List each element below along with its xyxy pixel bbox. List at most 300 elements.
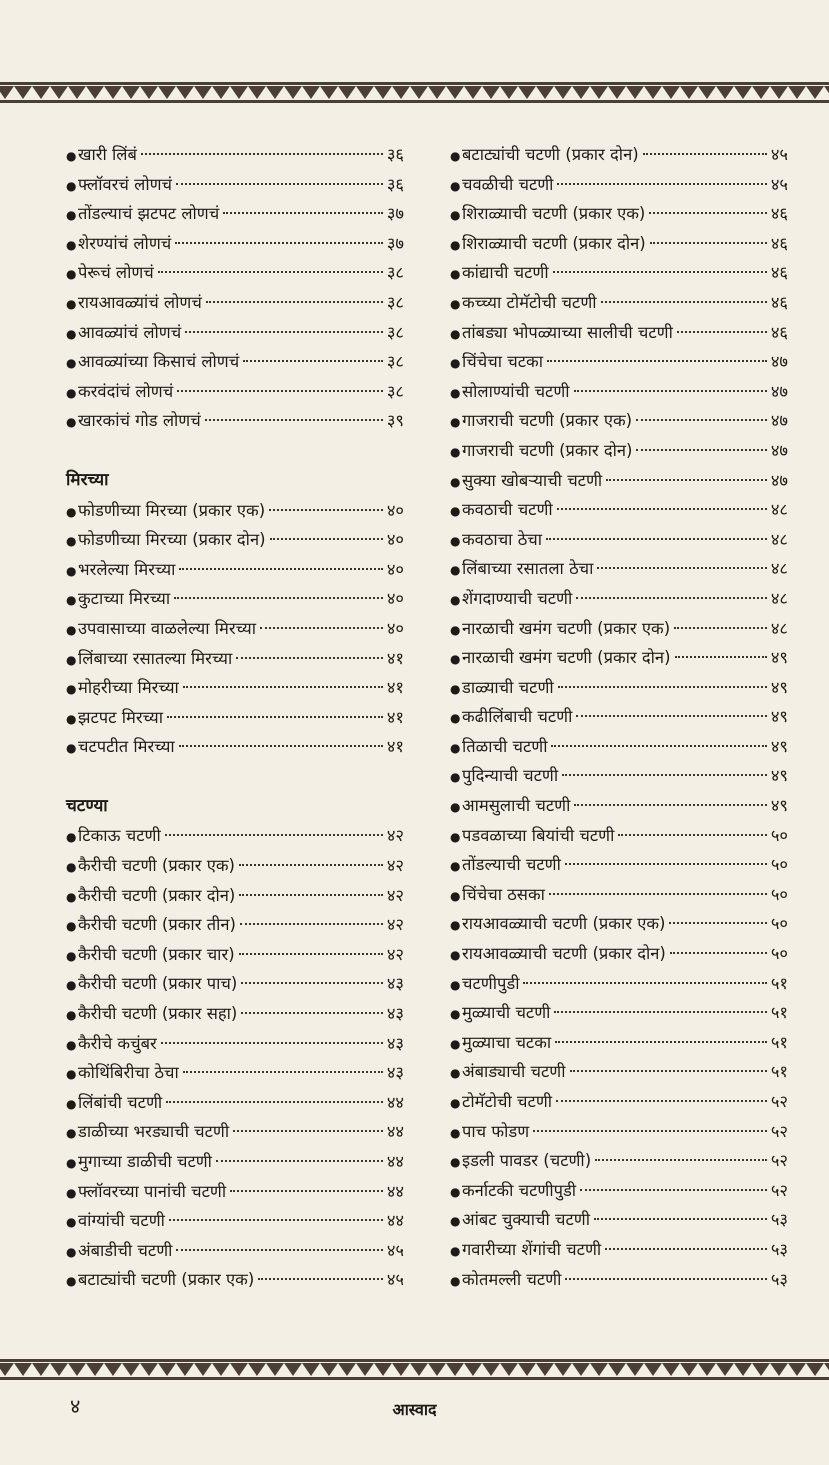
dot-leader — [174, 597, 383, 599]
toc-entry — [450, 821, 788, 851]
entry-title: टोमॅटोची चटणी — [462, 1092, 553, 1111]
dot-leader — [675, 656, 767, 658]
entry-page: ४४ — [386, 1211, 404, 1231]
border-triangle — [104, 86, 122, 99]
entry-page: ४० — [386, 530, 404, 550]
contents-right-column — [450, 140, 788, 1294]
border-triangle — [824, 1363, 829, 1376]
toc-entry — [66, 999, 404, 1029]
border-triangle — [50, 1363, 68, 1376]
bullet-icon: ● — [66, 415, 77, 430]
entry-title: फ्लॉवरचं लोणचं — [78, 174, 173, 194]
bullet-icon: ● — [450, 1273, 461, 1288]
entry-page: ३६ — [386, 145, 404, 164]
dot-leader — [260, 627, 383, 629]
toc-entry — [66, 140, 404, 170]
border-triangle — [752, 1363, 770, 1376]
entry-page: ४७ — [770, 352, 788, 372]
dot-leader — [649, 212, 766, 214]
border-rule-bottom — [0, 1377, 829, 1380]
toc-entry — [450, 1117, 788, 1147]
entry-title: नारळाची खमंग चटणी (प्रकार दोन) — [462, 648, 671, 668]
bullet-icon: ● — [66, 1215, 77, 1230]
bullet-icon: ● — [450, 681, 461, 696]
border-triangle — [698, 86, 716, 99]
entry-page: ५१ — [770, 1062, 788, 1082]
entry-title: कैरीची चटणी (प्रकार सहा) — [78, 1004, 238, 1024]
section-spacer — [66, 762, 404, 792]
entry-page: ५० — [770, 884, 788, 904]
entry-title: कैरीची चटणी (प्रकार पाच) — [78, 974, 238, 994]
border-triangle — [806, 86, 824, 99]
bullet-icon: ● — [66, 534, 77, 549]
border-rule-bottom — [0, 100, 829, 103]
entry-page: ४३ — [386, 1004, 404, 1024]
dot-leader — [239, 894, 383, 896]
entry-page: ४९ — [770, 677, 788, 697]
entry-title: तिळाची चटणी — [462, 736, 548, 756]
entry-page: ४१ — [386, 648, 404, 668]
entry-page: ३८ — [386, 292, 404, 312]
border-triangle — [68, 1363, 86, 1376]
dot-leader — [533, 1130, 767, 1132]
dot-leader — [597, 567, 766, 569]
border-triangle — [608, 86, 626, 99]
dot-leader — [269, 509, 383, 511]
toc-entry — [66, 199, 404, 229]
toc-entry — [66, 347, 404, 377]
border-triangle — [536, 1363, 554, 1376]
entry-page: ४६ — [770, 292, 788, 312]
border-triangle — [374, 86, 392, 99]
bullet-icon: ● — [450, 237, 461, 252]
dot-leader — [230, 1190, 383, 1192]
entry-title: नारळाची खमंग चटणी (प्रकार एक) — [462, 618, 671, 638]
border-triangle — [356, 86, 374, 99]
top-decorative-border — [0, 72, 829, 112]
dot-leader — [674, 627, 767, 629]
dot-leader — [606, 479, 767, 481]
bullet-icon: ● — [66, 741, 77, 756]
entry-page: ४४ — [386, 1181, 404, 1201]
entry-title: मोहरीच्या मिरच्या — [78, 678, 179, 698]
border-triangle — [500, 86, 518, 99]
entry-page: ४५ — [770, 145, 788, 164]
bullet-icon: ● — [450, 1214, 461, 1229]
bullet-icon: ● — [450, 563, 461, 578]
entry-page: ३८ — [386, 381, 404, 401]
border-triangle — [662, 1363, 680, 1376]
border-triangle — [410, 86, 428, 99]
entry-page: ४६ — [770, 204, 788, 224]
border-triangle — [212, 1363, 230, 1376]
toc-entry — [66, 1265, 404, 1295]
toc-entry — [66, 703, 404, 733]
toc-entry — [66, 644, 404, 674]
entry-page: ५० — [770, 944, 788, 964]
entry-page: ५१ — [770, 1003, 788, 1023]
border-triangle — [518, 86, 536, 99]
border-triangle — [410, 1363, 428, 1376]
entry-page: ४८ — [770, 618, 788, 638]
toc-entry — [66, 851, 404, 881]
border-triangle — [194, 1363, 212, 1376]
dot-leader — [166, 1101, 383, 1103]
border-triangle — [338, 86, 356, 99]
entry-title: इडली पावडर (चटणी) — [462, 1151, 592, 1171]
toc-entry — [450, 258, 788, 288]
toc-entry — [450, 1057, 788, 1087]
entry-title: करवंदांचं लोणचं — [78, 381, 174, 401]
toc-entry — [450, 791, 788, 821]
dot-leader — [557, 183, 766, 185]
toc-entry — [450, 880, 788, 910]
entry-page: ४१ — [386, 707, 404, 727]
entry-title: तोंडल्याचं झटपट लोणचं — [78, 204, 220, 224]
dot-leader — [565, 863, 767, 865]
toc-entry — [450, 1087, 788, 1117]
dot-leader — [555, 1041, 767, 1043]
entry-page: ४१ — [386, 737, 404, 757]
dot-leader — [636, 449, 766, 451]
entry-title: तोंडल्याची चटणी — [462, 855, 561, 875]
dot-leader — [576, 597, 767, 599]
bullet-icon: ● — [66, 267, 77, 282]
bullet-icon: ● — [450, 1125, 461, 1140]
dot-leader — [167, 716, 383, 718]
bullet-icon: ● — [450, 1155, 461, 1170]
entry-page: ४३ — [386, 974, 404, 994]
bullet-icon: ● — [450, 711, 461, 726]
entry-page: ४२ — [386, 944, 404, 964]
dot-leader — [557, 508, 767, 510]
dot-leader — [650, 242, 767, 244]
dot-leader — [595, 1159, 767, 1161]
entry-page: ५२ — [770, 1180, 788, 1200]
bottom-decorative-border — [0, 1349, 829, 1389]
dot-leader — [175, 242, 383, 244]
dot-leader — [223, 212, 383, 214]
entry-title: खारी लिंबं — [78, 145, 137, 164]
entry-page: ४२ — [386, 915, 404, 935]
toc-entry — [450, 199, 788, 229]
bullet-icon: ● — [450, 474, 461, 489]
entry-title: डाळ्याची चटणी — [462, 677, 554, 697]
border-triangle — [626, 1363, 644, 1376]
border-triangle — [428, 1363, 446, 1376]
toc-entry — [66, 673, 404, 703]
entry-title: आंबट चुक्याची चटणी — [462, 1210, 590, 1230]
entry-page: ४८ — [770, 588, 788, 608]
toc-entry — [450, 1028, 788, 1058]
bullet-icon: ● — [450, 829, 461, 844]
dot-leader — [643, 153, 767, 155]
entry-page: ४९ — [770, 648, 788, 668]
entry-title: गाजराची चटणी (प्रकार एक) — [462, 411, 633, 431]
entry-title: शेंगदाण्याची चटणी — [462, 588, 573, 608]
toc-entry — [66, 555, 404, 585]
toc-entry — [450, 643, 788, 673]
dot-leader — [553, 271, 767, 273]
entry-title: मुगाच्या डाळीची चटणी — [78, 1152, 212, 1171]
toc-entry — [450, 761, 788, 791]
bullet-icon: ● — [450, 208, 461, 223]
toc-entry — [450, 525, 788, 555]
entry-title: चवळीची चटणी — [462, 174, 554, 194]
bullet-icon: ● — [66, 948, 77, 963]
entry-title: शेरण्यांचं लोणचं — [78, 233, 172, 253]
entry-title: उपवासाच्या वाळलेल्या मिरच्या — [78, 618, 256, 638]
border-triangle — [464, 1363, 482, 1376]
toc-entry — [66, 1088, 404, 1118]
toc-entry — [450, 229, 788, 259]
bullet-icon: ● — [450, 1007, 461, 1022]
entry-page: ४५ — [770, 174, 788, 194]
border-triangle — [212, 86, 230, 99]
bullet-icon: ● — [450, 504, 461, 519]
entry-page: ५० — [770, 855, 788, 875]
dot-leader — [183, 686, 383, 688]
bullet-icon: ● — [450, 178, 461, 193]
entry-page: ४९ — [770, 766, 788, 786]
dot-leader — [239, 953, 383, 955]
section-spacer — [66, 436, 404, 466]
toc-entry — [66, 525, 404, 555]
border-triangle — [788, 1363, 806, 1376]
bullet-icon: ● — [66, 682, 77, 697]
dot-leader — [677, 331, 767, 333]
toc-entry — [450, 614, 788, 644]
entry-title: कढीलिंबाची चटणी — [462, 707, 573, 727]
toc-entry — [450, 466, 788, 496]
border-triangle — [86, 86, 104, 99]
border-triangle — [446, 86, 464, 99]
dot-leader — [176, 183, 383, 185]
entry-page: ४७ — [770, 440, 788, 460]
bullet-icon: ● — [66, 711, 77, 726]
dot-leader — [258, 1278, 383, 1280]
border-triangle — [68, 86, 86, 99]
bullet-icon: ● — [66, 1037, 77, 1052]
entry-title: पडवळाच्या बियांची चटणी — [462, 825, 615, 845]
dot-leader — [233, 1130, 383, 1132]
bullet-icon: ● — [66, 1126, 77, 1141]
entry-title: रायआवळ्यांचं लोणचं — [78, 292, 202, 312]
dot-leader — [523, 982, 766, 984]
border-triangle — [554, 86, 572, 99]
entry-page: ५२ — [770, 1092, 788, 1111]
dot-leader — [618, 834, 766, 836]
toc-entry — [66, 229, 404, 259]
toc-entry — [66, 1206, 404, 1236]
entry-page: ४६ — [770, 263, 788, 283]
border-triangle — [248, 86, 266, 99]
border-triangle — [230, 1363, 248, 1376]
entry-title: कोतमल्ली चटणी — [462, 1269, 562, 1289]
entry-page: ५२ — [770, 1121, 788, 1141]
dot-leader — [179, 568, 382, 570]
dot-leader — [562, 774, 767, 776]
bullet-icon: ● — [450, 533, 461, 548]
toc-entry — [66, 1147, 404, 1177]
toc-entry — [66, 584, 404, 614]
dot-leader — [241, 982, 383, 984]
toc-entry — [450, 969, 788, 999]
border-triangle — [734, 86, 752, 99]
dot-leader — [176, 1249, 382, 1251]
entry-title: रायआवळ्याची चटणी (प्रकार एक) — [462, 914, 666, 934]
border-triangle — [644, 1363, 662, 1376]
dot-leader — [554, 1011, 766, 1013]
border-triangle — [716, 86, 734, 99]
entry-title: गवारीच्या शेंगांची चटणी — [462, 1239, 602, 1259]
entry-page: ४१ — [386, 678, 404, 698]
entry-page: ४२ — [386, 885, 404, 905]
border-triangle — [320, 1363, 338, 1376]
border-triangle — [464, 86, 482, 99]
border-triangle — [302, 86, 320, 99]
bullet-icon: ● — [66, 296, 77, 311]
dot-leader — [549, 893, 767, 895]
bullet-icon: ● — [66, 385, 77, 400]
dot-leader — [270, 538, 383, 540]
entry-title: पुदिन्याची चटणी — [462, 766, 559, 786]
dot-leader — [169, 1219, 383, 1221]
entry-title: चटणीपुडी — [462, 973, 520, 993]
border-triangle — [122, 1363, 140, 1376]
dot-leader — [574, 804, 766, 806]
bullet-icon: ● — [450, 1066, 461, 1081]
entry-title: लिंबांची चटणी — [78, 1092, 163, 1112]
entry-title: मुळ्याचा चटका — [462, 1032, 552, 1052]
border-triangle — [32, 1363, 50, 1376]
entry-page: ५३ — [770, 1239, 788, 1259]
border-triangle — [824, 86, 829, 99]
toc-entry — [66, 821, 404, 851]
dot-leader — [574, 390, 767, 392]
bullet-icon: ● — [66, 860, 77, 875]
border-triangle — [284, 86, 302, 99]
dot-leader — [161, 1042, 383, 1044]
bullet-icon: ● — [66, 919, 77, 934]
entry-page: ५० — [770, 825, 788, 845]
entry-title: कैरीची चटणी (प्रकार चार) — [78, 944, 235, 964]
bullet-icon: ● — [450, 592, 461, 607]
entry-title: लिंबाच्या रसातल्या मिरच्या — [78, 648, 233, 668]
dot-leader — [177, 390, 383, 392]
bullet-icon: ● — [450, 977, 461, 992]
entry-page: ४६ — [770, 233, 788, 253]
dot-leader — [636, 419, 767, 421]
entry-title: कैरीचे कचुंबर — [78, 1033, 157, 1053]
border-triangle — [662, 86, 680, 99]
bullet-icon: ● — [66, 1156, 77, 1170]
dot-leader — [185, 331, 383, 333]
entry-title: भरलेल्या मिरच्या — [78, 559, 176, 579]
toc-entry — [66, 732, 404, 762]
entry-title: खारकांचं गोड लोणचं — [78, 411, 201, 431]
entry-page: ४७ — [770, 411, 788, 431]
entry-page: ३८ — [386, 352, 404, 372]
entry-page: ४० — [386, 618, 404, 638]
border-triangle — [14, 1363, 32, 1376]
entry-page: ५३ — [770, 1210, 788, 1230]
dot-leader — [565, 1278, 766, 1280]
dot-leader — [670, 952, 767, 954]
border-triangle — [104, 1363, 122, 1376]
bullet-icon: ● — [450, 326, 461, 341]
border-triangle — [392, 1363, 410, 1376]
border-triangle — [122, 86, 140, 99]
border-triangle — [32, 86, 50, 99]
bullet-icon: ● — [450, 918, 461, 933]
entry-page: ३८ — [386, 322, 404, 342]
bullet-icon: ● — [450, 1243, 461, 1258]
border-triangle — [320, 86, 338, 99]
entry-title: आवळ्यांचं लोणचं — [78, 322, 182, 342]
entry-page: ४० — [386, 500, 404, 520]
border-triangle — [338, 1363, 356, 1376]
entry-title: पाच फोडण — [462, 1121, 530, 1141]
entry-page: ४० — [386, 559, 404, 579]
border-triangle — [644, 86, 662, 99]
border-triangle — [734, 1363, 752, 1376]
border-triangle — [50, 86, 68, 99]
toc-entry — [66, 258, 404, 288]
dot-leader — [551, 745, 766, 747]
bullet-icon: ● — [66, 326, 77, 341]
border-triangle — [266, 86, 284, 99]
entry-title: सुक्या खोबऱ्याची चटणी — [462, 470, 603, 490]
entry-page: ४५ — [386, 1240, 404, 1260]
dot-leader — [236, 657, 383, 659]
border-triangle — [392, 86, 410, 99]
bullet-icon: ● — [66, 622, 77, 637]
entry-title: शिराळ्याची चटणी (प्रकार दोन) — [462, 233, 646, 253]
toc-entry — [66, 1177, 404, 1207]
entry-page: ३६ — [386, 174, 404, 194]
entry-page: ४० — [386, 589, 404, 609]
bullet-icon: ● — [66, 504, 77, 519]
entry-title: कवठाचा ठेचा — [462, 529, 543, 549]
entry-title: फ्लॉवरच्या पानांची चटणी — [78, 1181, 227, 1201]
bullet-icon: ● — [66, 178, 77, 193]
bullet-icon: ● — [66, 1067, 77, 1082]
border-triangle — [608, 1363, 626, 1376]
border-triangle — [140, 86, 158, 99]
toc-entry — [450, 1205, 788, 1235]
toc-entry — [450, 1265, 788, 1295]
toc-entry — [450, 673, 788, 703]
toc-entry — [450, 939, 788, 969]
entry-title: तांबड्या भोपळ्याच्या सालीची चटणी — [462, 322, 673, 342]
entry-page: ४८ — [770, 500, 788, 520]
entry-page: ४३ — [386, 1033, 404, 1053]
border-triangle — [770, 86, 788, 99]
toc-entry — [450, 140, 788, 170]
dot-leader — [165, 834, 383, 836]
entry-title: कैरीची चटणी (प्रकार तीन) — [78, 915, 236, 935]
border-triangle — [428, 86, 446, 99]
toc-entry — [450, 702, 788, 732]
entry-title: फोडणीच्या मिरच्या (प्रकार दोन) — [78, 530, 266, 550]
dot-leader — [580, 1189, 767, 1191]
entry-page: ४५ — [386, 1270, 404, 1290]
entry-title: बटाट्यांची चटणी (प्रकार एक) — [78, 1270, 255, 1290]
entry-page: ५१ — [770, 973, 788, 993]
border-triangle — [572, 1363, 590, 1376]
dot-leader — [594, 1218, 767, 1220]
